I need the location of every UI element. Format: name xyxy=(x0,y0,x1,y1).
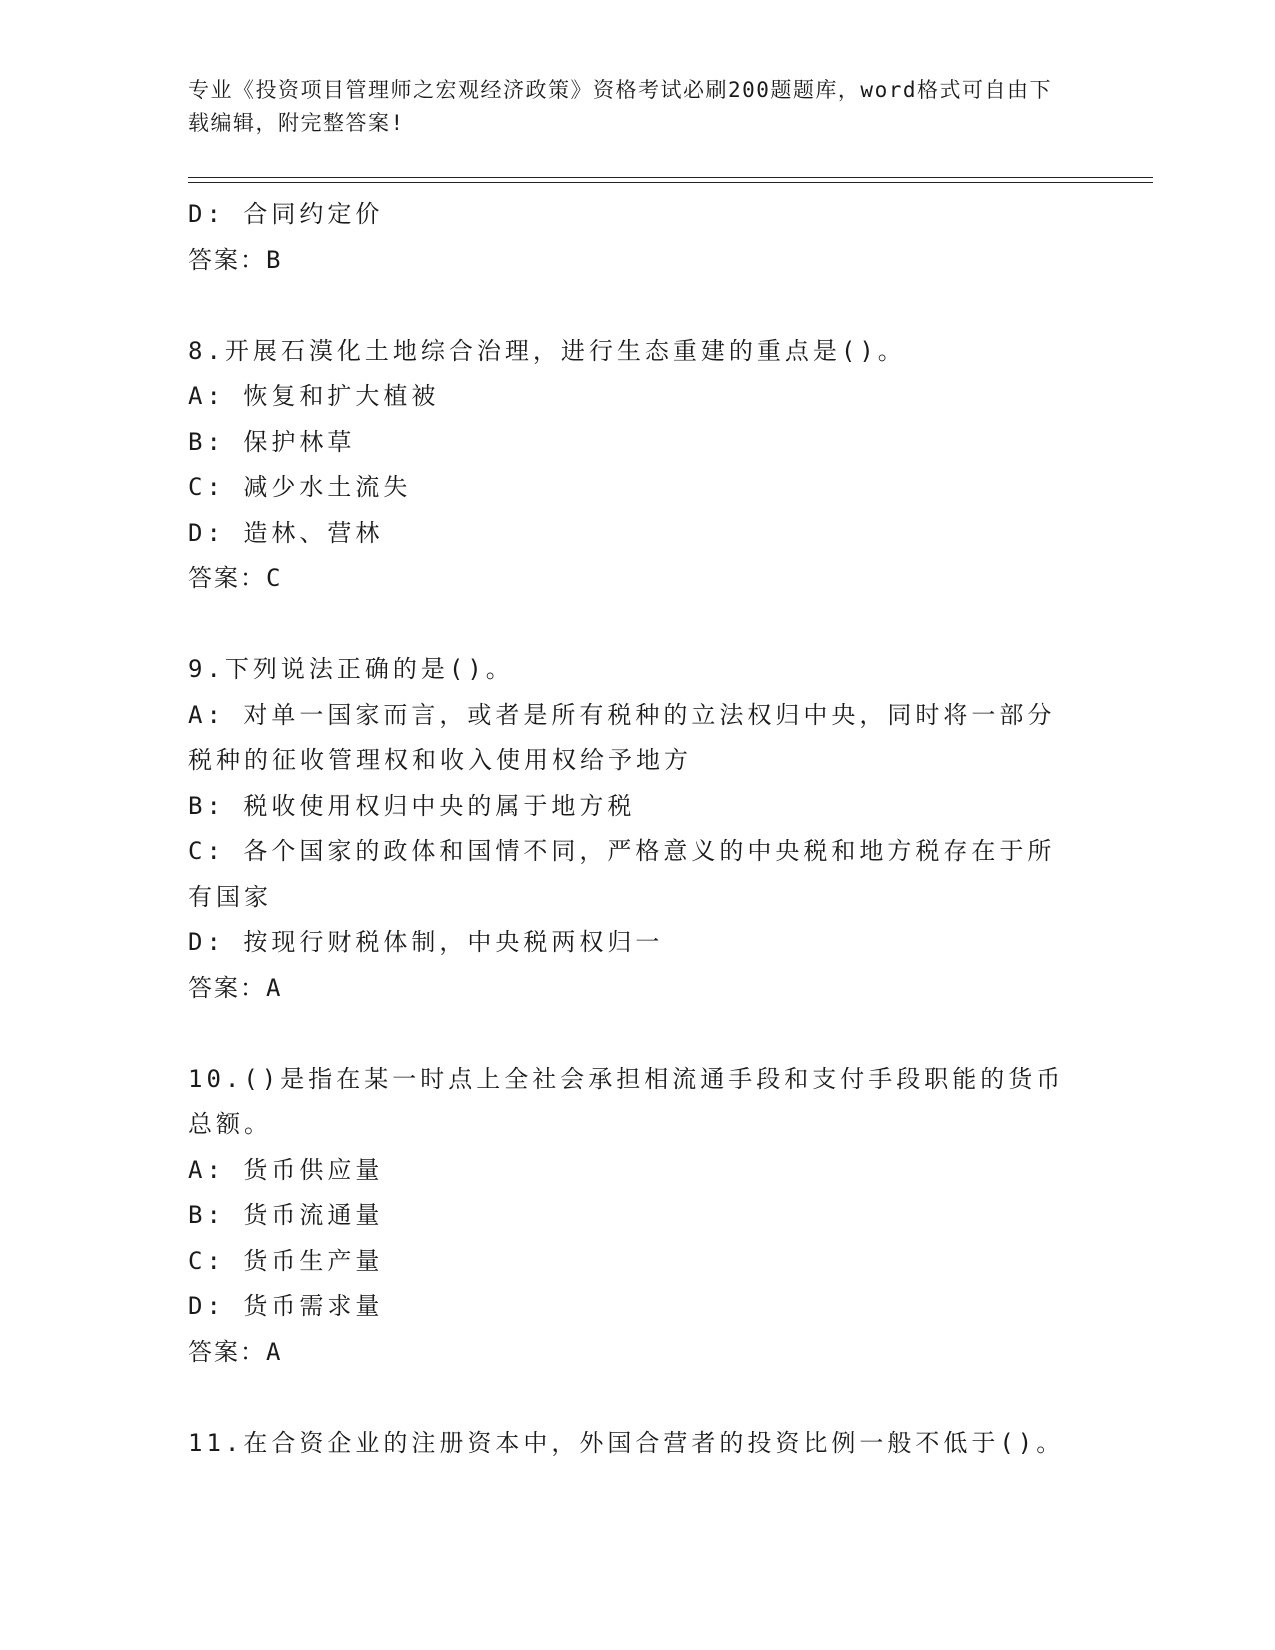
question-content xyxy=(188,192,1078,1466)
option-a: A: 恢复和扩大植被 xyxy=(188,382,440,410)
question-stem: 8.开展石漠化土地综合治理，进行生态重建的重点是()。 xyxy=(188,336,906,365)
option-d: D: 合同约定价 xyxy=(188,200,384,228)
option-c: C: 各个国家的政体和国情不同，严格意义的中央税和地方税存在于所有国家 xyxy=(188,837,1056,911)
option-a: A: 货币供应量 xyxy=(188,1155,384,1184)
option-b: B: 货币流通量 xyxy=(188,1201,384,1229)
question-stem: 9.下列说法正确的是()。 xyxy=(188,655,514,683)
answer: 答案：A xyxy=(188,973,283,1002)
option-b: B: 税收使用权归中央的属于地方税 xyxy=(188,791,636,820)
option-a: A: 对单一国家而言，或者是所有税种的立法权归中央，同时将一部分税种的征收管理权和收入使用权给予地方 xyxy=(188,700,1056,774)
answer: 答案：A xyxy=(188,1337,283,1366)
spacer xyxy=(188,283,1078,329)
option-d: D: 货币需求量 xyxy=(188,1292,384,1320)
option-b: B: 保护林草 xyxy=(188,427,356,456)
spacer xyxy=(188,1375,1078,1421)
question-stem: 11.在合资企业的注册资本中，外国合营者的投资比例一般不低于()。 xyxy=(188,1428,1065,1457)
spacer xyxy=(188,1011,1078,1057)
answer: 答案：C xyxy=(188,564,283,592)
answer: 答案：B xyxy=(188,245,283,274)
spacer xyxy=(188,602,1078,648)
option-c: C: 货币生产量 xyxy=(188,1246,384,1275)
header-rule-bottom xyxy=(188,182,1153,183)
document-header: 专业《投资项目管理师之宏观经济政策》资格考试必刷200题题库，word格式可自由下载编辑，附完整答案! xyxy=(188,78,1052,135)
option-c: C: 减少水土流失 xyxy=(188,473,412,501)
question-stem: 10.()是指在某一时点上全社会承担相流通手段和支付手段职能的货币总额。 xyxy=(188,1064,1065,1138)
option-d: D: 造林、营林 xyxy=(188,518,384,547)
option-d: D: 按现行财税体制，中央税两权归一 xyxy=(188,928,664,956)
header-rule-top xyxy=(188,177,1153,178)
